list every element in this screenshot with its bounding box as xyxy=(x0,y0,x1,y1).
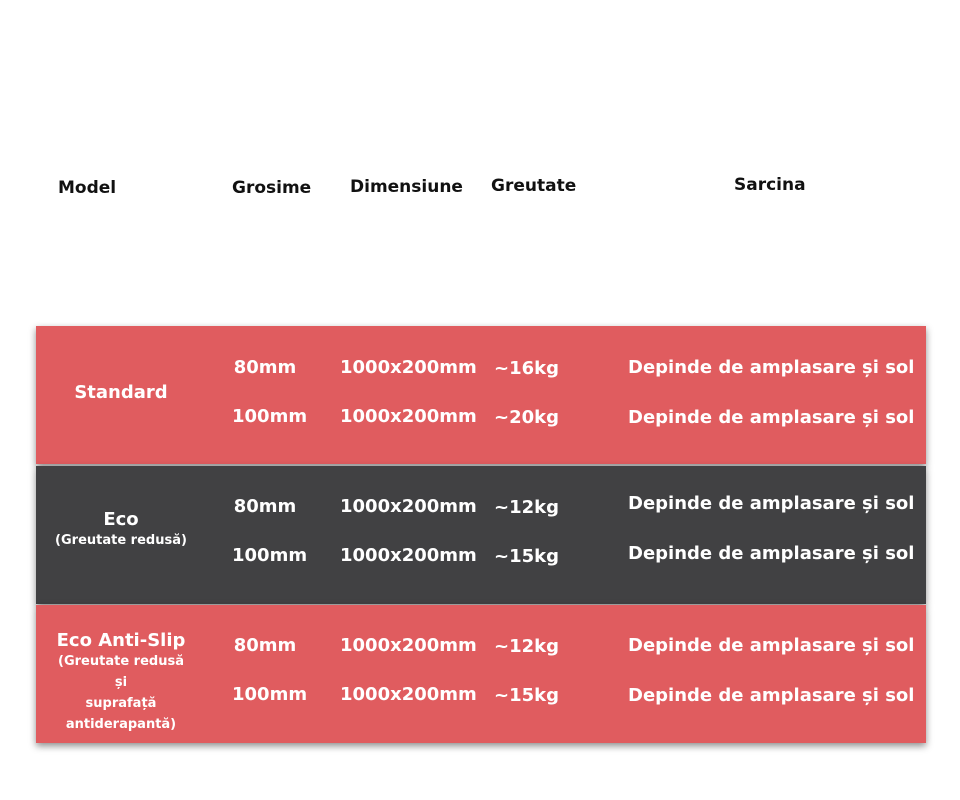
weight-cell: ~15kg xyxy=(494,546,559,567)
row-eco-anti-slip xyxy=(36,605,926,743)
dimension-cell: 1000x200mm xyxy=(340,684,477,705)
weight-cell: ~15kg xyxy=(494,685,559,706)
weight-cell: ~16kg xyxy=(494,358,559,379)
table-header xyxy=(0,0,960,300)
model-subtitle: (Greutate redusă xyxy=(58,654,184,669)
load-cell: Depinde de amplasare și sol xyxy=(628,493,915,514)
thickness-cell: 100mm xyxy=(232,684,308,705)
weight-cell: ~12kg xyxy=(494,497,559,518)
load-cell: Depinde de amplasare și sol xyxy=(628,407,915,428)
model-subtitle: (Greutate redusă) xyxy=(55,533,187,548)
header-dimension: Dimensiune xyxy=(350,177,463,197)
thickness-cell: 80mm xyxy=(233,357,297,378)
load-cell: Depinde de amplasare și sol xyxy=(628,357,915,378)
thickness-cell: 100mm xyxy=(232,545,308,566)
model-name: Eco Anti-Slip xyxy=(56,630,186,651)
header-thickness: Grosime xyxy=(232,178,312,198)
load-cell: Depinde de amplasare și sol xyxy=(628,685,915,706)
model-cell xyxy=(46,509,196,551)
model-subtitle: suprafață xyxy=(85,696,157,711)
weight-cell: ~20kg xyxy=(494,407,559,428)
load-cell: Depinde de amplasare și sol xyxy=(628,543,915,564)
dimension-cell: 1000x200mm xyxy=(340,496,477,517)
model-cell xyxy=(46,630,196,735)
model-subtitle: antiderapantă) xyxy=(65,717,177,732)
row-eco xyxy=(36,466,926,604)
load-cell: Depinde de amplasare și sol xyxy=(628,635,915,656)
dimension-cell: 1000x200mm xyxy=(340,635,477,656)
thickness-cell: 80mm xyxy=(233,635,297,656)
header-model: Model xyxy=(58,178,117,198)
model-cell xyxy=(46,382,196,403)
dimension-cell: 1000x200mm xyxy=(340,357,477,378)
thickness-cell: 80mm xyxy=(233,496,297,517)
model-name: Eco xyxy=(103,509,139,530)
model-subtitle: și xyxy=(114,675,128,690)
dimension-cell: 1000x200mm xyxy=(340,406,477,427)
weight-cell: ~12kg xyxy=(494,636,559,657)
model-name: Standard xyxy=(74,382,168,403)
header-load: Sarcina xyxy=(734,175,806,195)
thickness-cell: 100mm xyxy=(232,406,308,427)
dimension-cell: 1000x200mm xyxy=(340,545,477,566)
header-weight: Greutate xyxy=(491,176,577,196)
row-standard xyxy=(36,326,926,464)
